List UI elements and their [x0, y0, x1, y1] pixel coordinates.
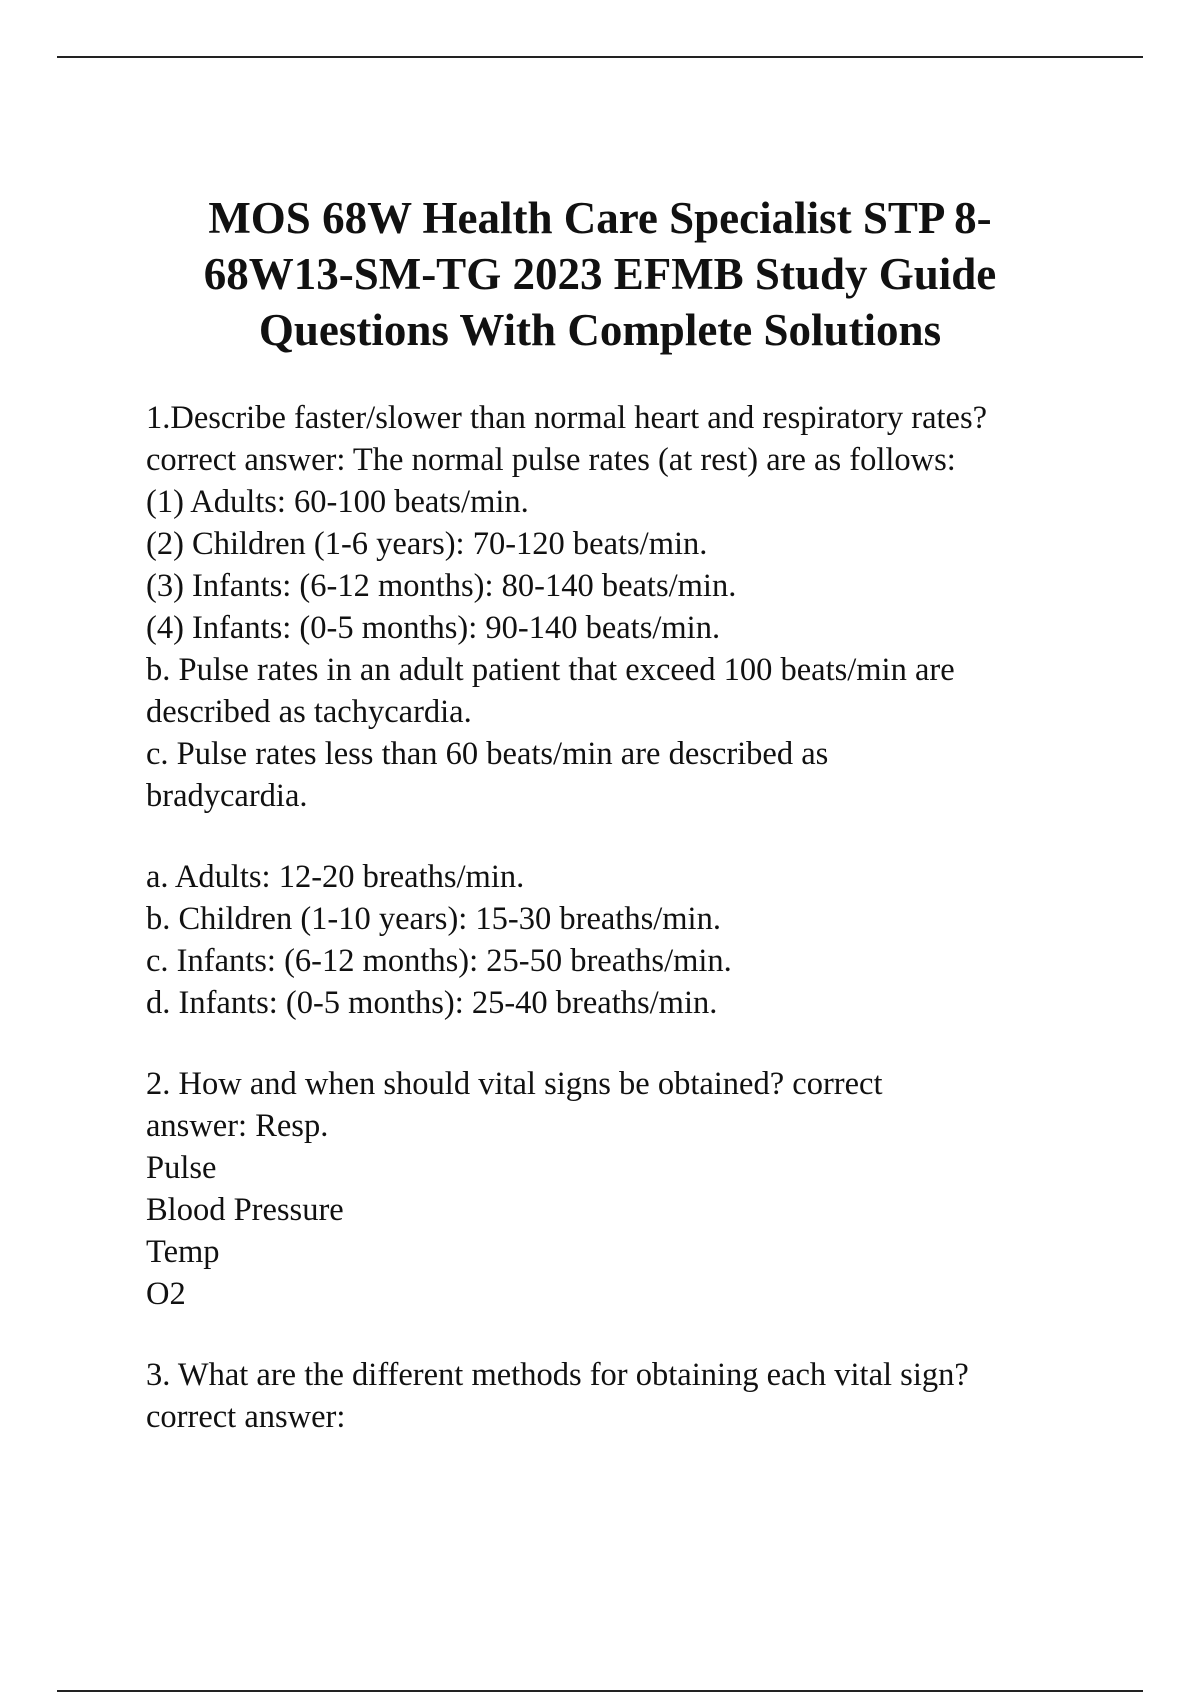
- body-line: Blood Pressure: [146, 1192, 344, 1228]
- top-rule: [57, 56, 1143, 58]
- document-body: [146, 397, 1106, 1438]
- body-line: bradycardia.: [146, 778, 308, 814]
- bottom-rule: [57, 1690, 1143, 1692]
- body-line: described as tachycardia.: [146, 694, 472, 730]
- document-title: [120, 190, 1080, 358]
- body-line: 1.Describe faster/slower than normal heart and respiratory rates?: [146, 400, 988, 436]
- body-line: (3) Infants: (6-12 months): 80-140 beats/min.: [146, 568, 737, 604]
- body-line: correct answer:: [146, 1399, 346, 1435]
- body-line: (1) Adults: 60-100 beats/min.: [146, 484, 529, 520]
- title-line: MOS 68W Health Care Specialist STP 8-: [208, 193, 992, 243]
- body-line: 3. What are the different methods for obtaining each vital sign?: [146, 1357, 969, 1393]
- body-line: b. Pulse rates in an adult patient that exceed 100 beats/min are: [146, 652, 955, 688]
- body-line: c. Pulse rates less than 60 beats/min are described as: [146, 736, 829, 772]
- body-line: d. Infants: (0-5 months): 25-40 breaths/min.: [146, 985, 718, 1021]
- body-line: c. Infants: (6-12 months): 25-50 breaths/min.: [146, 943, 732, 979]
- title-line: 68W13-SM-TG 2023 EFMB Study Guide: [203, 249, 997, 299]
- body-line: Temp: [146, 1234, 220, 1270]
- body-line: (2) Children (1-6 years): 70-120 beats/min.: [146, 526, 708, 562]
- body-line: correct answer: The normal pulse rates (at rest) are as follows:: [146, 442, 956, 478]
- paragraph-gap: [146, 817, 1106, 856]
- question-3: [146, 1354, 1106, 1438]
- body-line: Pulse: [146, 1150, 217, 1186]
- body-line: answer: Resp.: [146, 1108, 329, 1144]
- body-line: (4) Infants: (0-5 months): 90-140 beats/min.: [146, 610, 721, 646]
- body-line: O2: [146, 1276, 186, 1312]
- paragraph-gap: [146, 1315, 1106, 1354]
- body-line: b. Children (1-10 years): 15-30 breaths/min.: [146, 901, 721, 937]
- body-line: 2. How and when should vital signs be obtained? correct: [146, 1066, 883, 1102]
- question-1: [146, 397, 1106, 1024]
- paragraph-gap: [146, 1024, 1106, 1063]
- title-line: Questions With Complete Solutions: [258, 305, 942, 355]
- body-line: a. Adults: 12-20 breaths/min.: [146, 859, 525, 895]
- question-2: [146, 1063, 1106, 1315]
